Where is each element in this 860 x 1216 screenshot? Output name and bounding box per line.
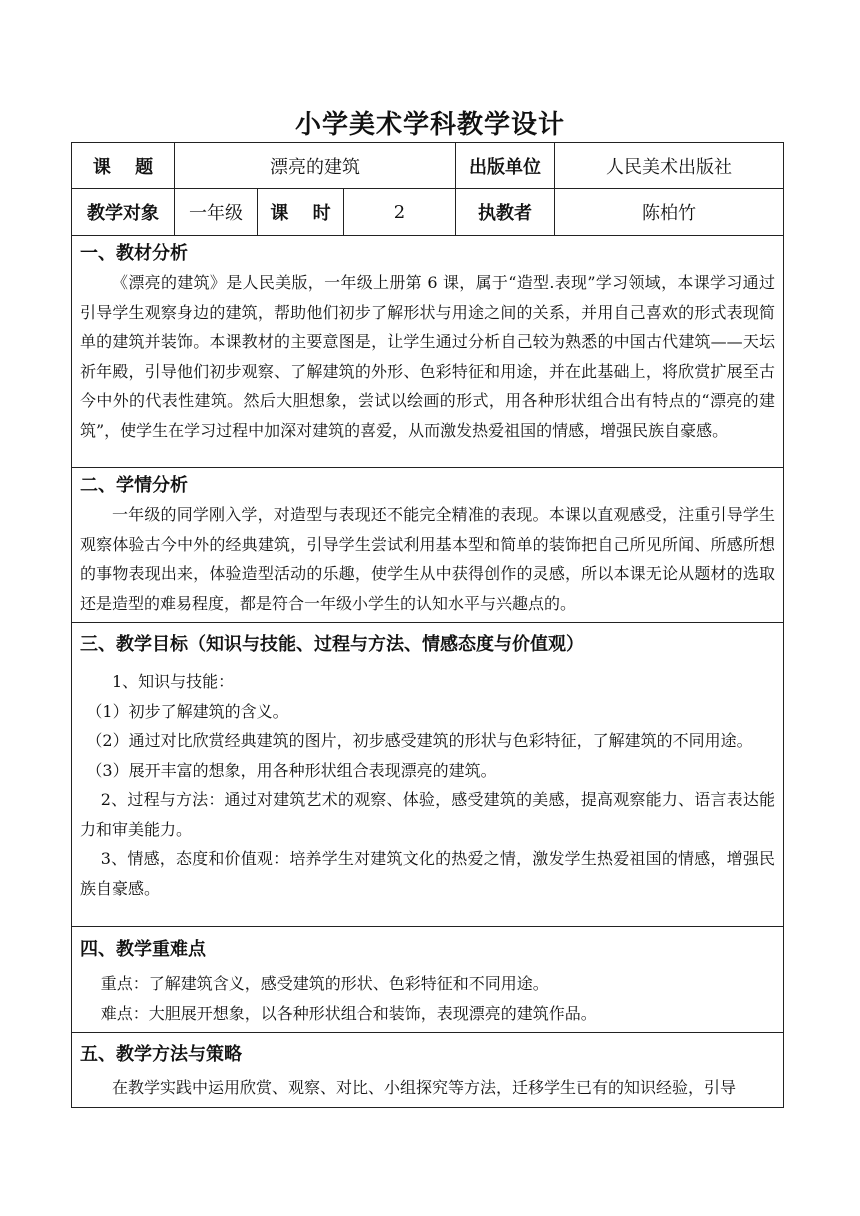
info-row-2: [72, 189, 784, 236]
publisher-label: 出版单位: [456, 143, 555, 189]
difficulty-line: 难点：大胆展开想象，以各种形状组合和装饰，表现漂亮的建筑作品。: [100, 1003, 597, 1023]
section-materials: [72, 236, 784, 468]
section-title: 五、教学方法与策略: [80, 1044, 242, 1065]
objective-line: 2、过程与方法：通过对建筑艺术的观察、体验，感受建筑的美感，提高观察能力、语言表达能力和审美能力。: [80, 790, 776, 839]
section-paragraph: 《漂亮的建筑》是人民美版，一年级上册第 6 课，属于“造型.表现”学习领域，本课学习通过引导学生观察身边的建筑，帮助他们初步了解形状与用途之间的关系，并用自己喜欢的形式表现简单的建筑并装饰。本课教材的主要意图是，让学生通过分析自己较为熟悉的中国古代建筑——天坛祈年殿，引导他们初步观察、了解建筑的外形、色彩特征和用途，并在此基础上，将欣赏扩展至古今中外的代表性建筑。然后大胆想象，尝试以绘画的形式，用各种形状组合出有特点的“漂亮的建筑”，使学生在学习过程中加深对建筑的喜爱，从而激发热爱祖国的情感，增强民族自豪感。: [80, 273, 776, 440]
objective-line: （1）初步了解建筑的含义。: [86, 701, 289, 721]
info-row-1: [72, 143, 784, 189]
section-title: 二、学情分析: [80, 475, 188, 496]
document-title: 小学美术学科教学设计: [294, 110, 565, 140]
key-point-line: 重点：了解建筑含义，感受建筑的形状、色彩特征和不同用途。: [100, 974, 549, 993]
objective-line: （3）展开丰富的想象，用各种形状组合表现漂亮的建筑。: [86, 760, 497, 780]
section-title: 四、教学重难点: [80, 939, 206, 960]
objective-line: （2）通过对比欣赏经典建筑的图片，初步感受建筑的形状与色彩特征，了解建筑的不同用途。: [86, 731, 753, 750]
hours-value: 2: [344, 189, 456, 236]
teacher-label: 执教者: [456, 189, 555, 236]
section-key-points: [72, 927, 784, 1033]
target-value: 一年级: [175, 189, 258, 236]
section-methods: [72, 1033, 784, 1108]
teacher-value: 陈柏竹: [555, 189, 784, 236]
section-paragraph: 一年级的同学刚入学，对造型与表现还不能完全精准的表现。本课以直观感受，注重引导学生观察体验古今中外的经典建筑，引导学生尝试利用基本型和简单的装饰把自己所见所闻、所感所想的事物表现出来，体验造型活动的乐趣，使学生从中获得创作的灵感，所以本课无论从题材的选取还是造型的难易程度，都是符合一年级小学生的认知水平与兴趣点的。: [80, 505, 776, 613]
lesson-plan-table: [71, 142, 784, 1108]
hours-label: 课 时: [258, 189, 344, 236]
objective-line: 3、情感，态度和价值观：培养学生对建筑文化的热爱之情，激发学生热爱祖国的情感，增强民族自豪感。: [80, 849, 776, 898]
course-label: 课 题: [72, 143, 175, 189]
section-title: 三、教学目标（知识与技能、过程与方法、情感态度与价值观）: [80, 634, 584, 655]
section-students: [72, 468, 784, 623]
objective-line: 1、知识与技能：: [112, 672, 235, 691]
publisher-value: 人民美术出版社: [555, 143, 784, 189]
section-objectives: [72, 623, 784, 927]
course-value: 漂亮的建筑: [175, 143, 456, 189]
section-paragraph: 在教学实践中运用欣赏、观察、对比、小组探究等方法，迁移学生已有的知识经验，引导: [112, 1078, 737, 1097]
section-title: 一、教材分析: [80, 243, 188, 264]
target-label: 教学对象: [72, 189, 175, 236]
